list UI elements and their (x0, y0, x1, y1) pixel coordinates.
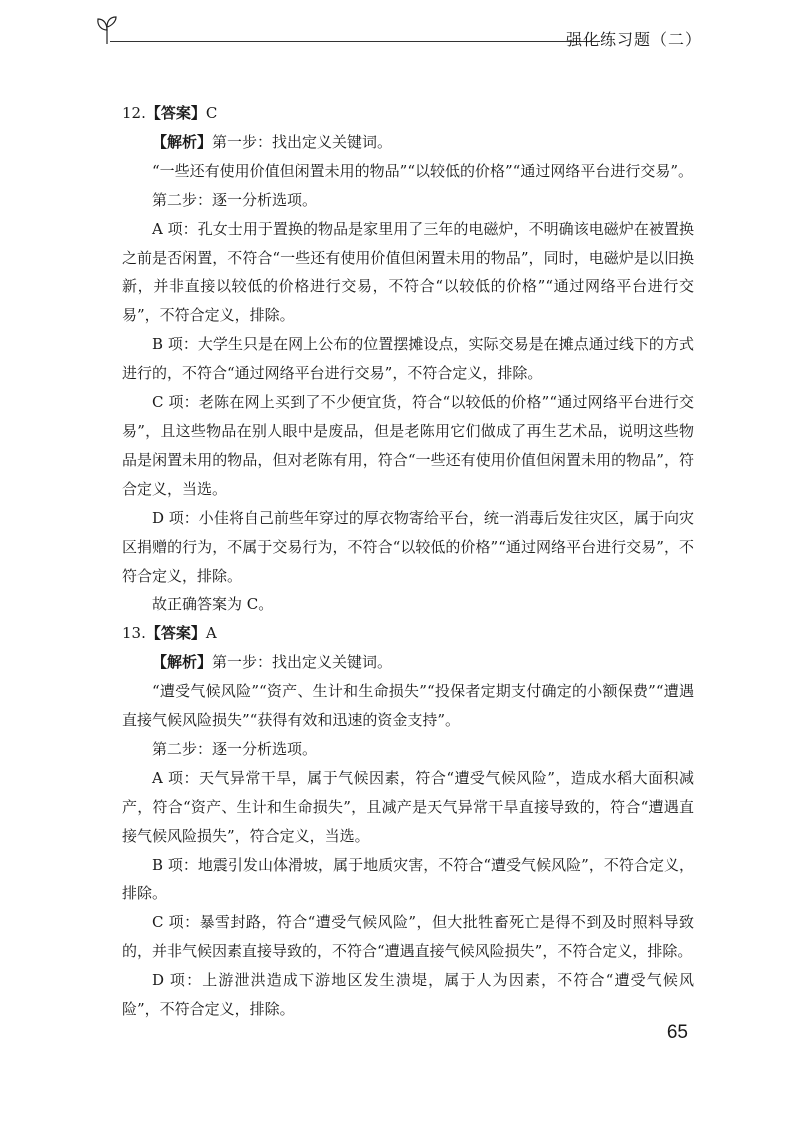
q12-step1: 第一步：找出定义关键词。 (212, 132, 393, 151)
q12-analysis-tag: 【解析】 (152, 132, 213, 151)
q13-step2: 第二步：逐一分析选项。 (152, 739, 318, 758)
q12-answer-value: C (205, 104, 218, 122)
q13-option-d: D 项：上游泄洪造成下游地区发生溃堤，属于人为因素，不符合“遭受气候风险”，不符合定义，排除。 (122, 971, 694, 1019)
q13-answer-tag: 【答案】 (145, 624, 206, 643)
q12-option-d: D 项：小佳将自己前些年穿过的厚衣物寄给平台，统一消毒后发往灾区，属于向灾区捐赠的行为，不属于交易行为，不符合“以较低的价格”“通过网络平台进行交易”，不符合定义，排除。 (122, 508, 694, 585)
q12-option-b: B 项：大学生只是在网上公布的位置摆摊设点，实际交易是在摊点通过线下的方式进行的，不符合“通过网络平台进行交易”，不符合定义，排除。 (122, 335, 694, 383)
q12-keywords: “一些还有使用价值但闲置未用的物品”“以较低的价格”“通过网络平台进行交易”。 (152, 161, 694, 180)
q13-answer-value: A (205, 624, 217, 643)
q12-conclusion: 故正确答案为 C。 (152, 595, 274, 614)
q12-analysis-line (122, 128, 694, 157)
q13-number: 13. (122, 624, 146, 643)
q13-analysis-line (122, 648, 694, 677)
q13-option-a: A 项：天气异常干旱，属于气候因素，符合“遭受气候风险”，造成水稻大面积减产，符合“资产、生计和生命损失”，且减产是天气异常干旱直接导致的，符合“遭遇直接气候风险损失”，符合定义，当选。 (122, 768, 694, 845)
header-title: 强化练习题（二） (565, 30, 702, 49)
page-number: 65 (666, 1022, 688, 1043)
q12-answer-tag: 【答案】 (145, 104, 206, 122)
q13-option-b: B 项：地震引发山体滑坡，属于地质灾害，不符合“遭受气候风险”，不符合定义，排除。 (122, 855, 694, 903)
q12-step2: 第二步：逐一分析选项。 (152, 190, 318, 209)
q13-option-c: C 项：暴雪封路，符合“遭受气候风险”，但大批牲畜死亡是得不到及时照料导致的，并非气候因素直接导致的，不符合“遭遇直接气候风险损失”，不符合定义，排除。 (122, 913, 694, 961)
page-content (122, 99, 694, 1024)
q12-option-a: A 项：孔女士用于置换的物品是家里用了三年的电磁炉，不明确该电磁炉在被置换之前是否闲置，不符合“一些还有使用价值但闲置未用的物品”，同时，电磁炉是以旧换新，并非直接以较低的价格进行交易，不符合“以较低的价格”“通过网络平台进行交易”，不符合定义，排除。 (122, 219, 694, 325)
q13-keywords: “遭受气候风险”“资产、生计和生命损失”“投保者定期支付确定的小额保费”“遭遇直接气候风险损失”“获得有效和迅速的资金支持”。 (122, 682, 694, 730)
q13-analysis-tag: 【解析】 (152, 653, 213, 672)
q12-answer-line (122, 99, 694, 128)
q12-option-c: C 项：老陈在网上买到了不少便宜货，符合“以较低的价格”“通过网络平台进行交易”，且这些物品在别人眼中是废品，但是老陈用它们做成了再生艺术品，说明这些物品是闲置未用的物品，但对老陈有用，符合“一些还有使用价值但闲置未用的物品”，符合定义，当选。 (122, 393, 694, 498)
q13-step1: 第一步：找出定义关键词。 (212, 653, 393, 672)
q13-answer-line (122, 619, 694, 648)
header-rule (110, 41, 600, 42)
q12-number: 12. (122, 104, 146, 122)
running-header (92, 14, 702, 54)
